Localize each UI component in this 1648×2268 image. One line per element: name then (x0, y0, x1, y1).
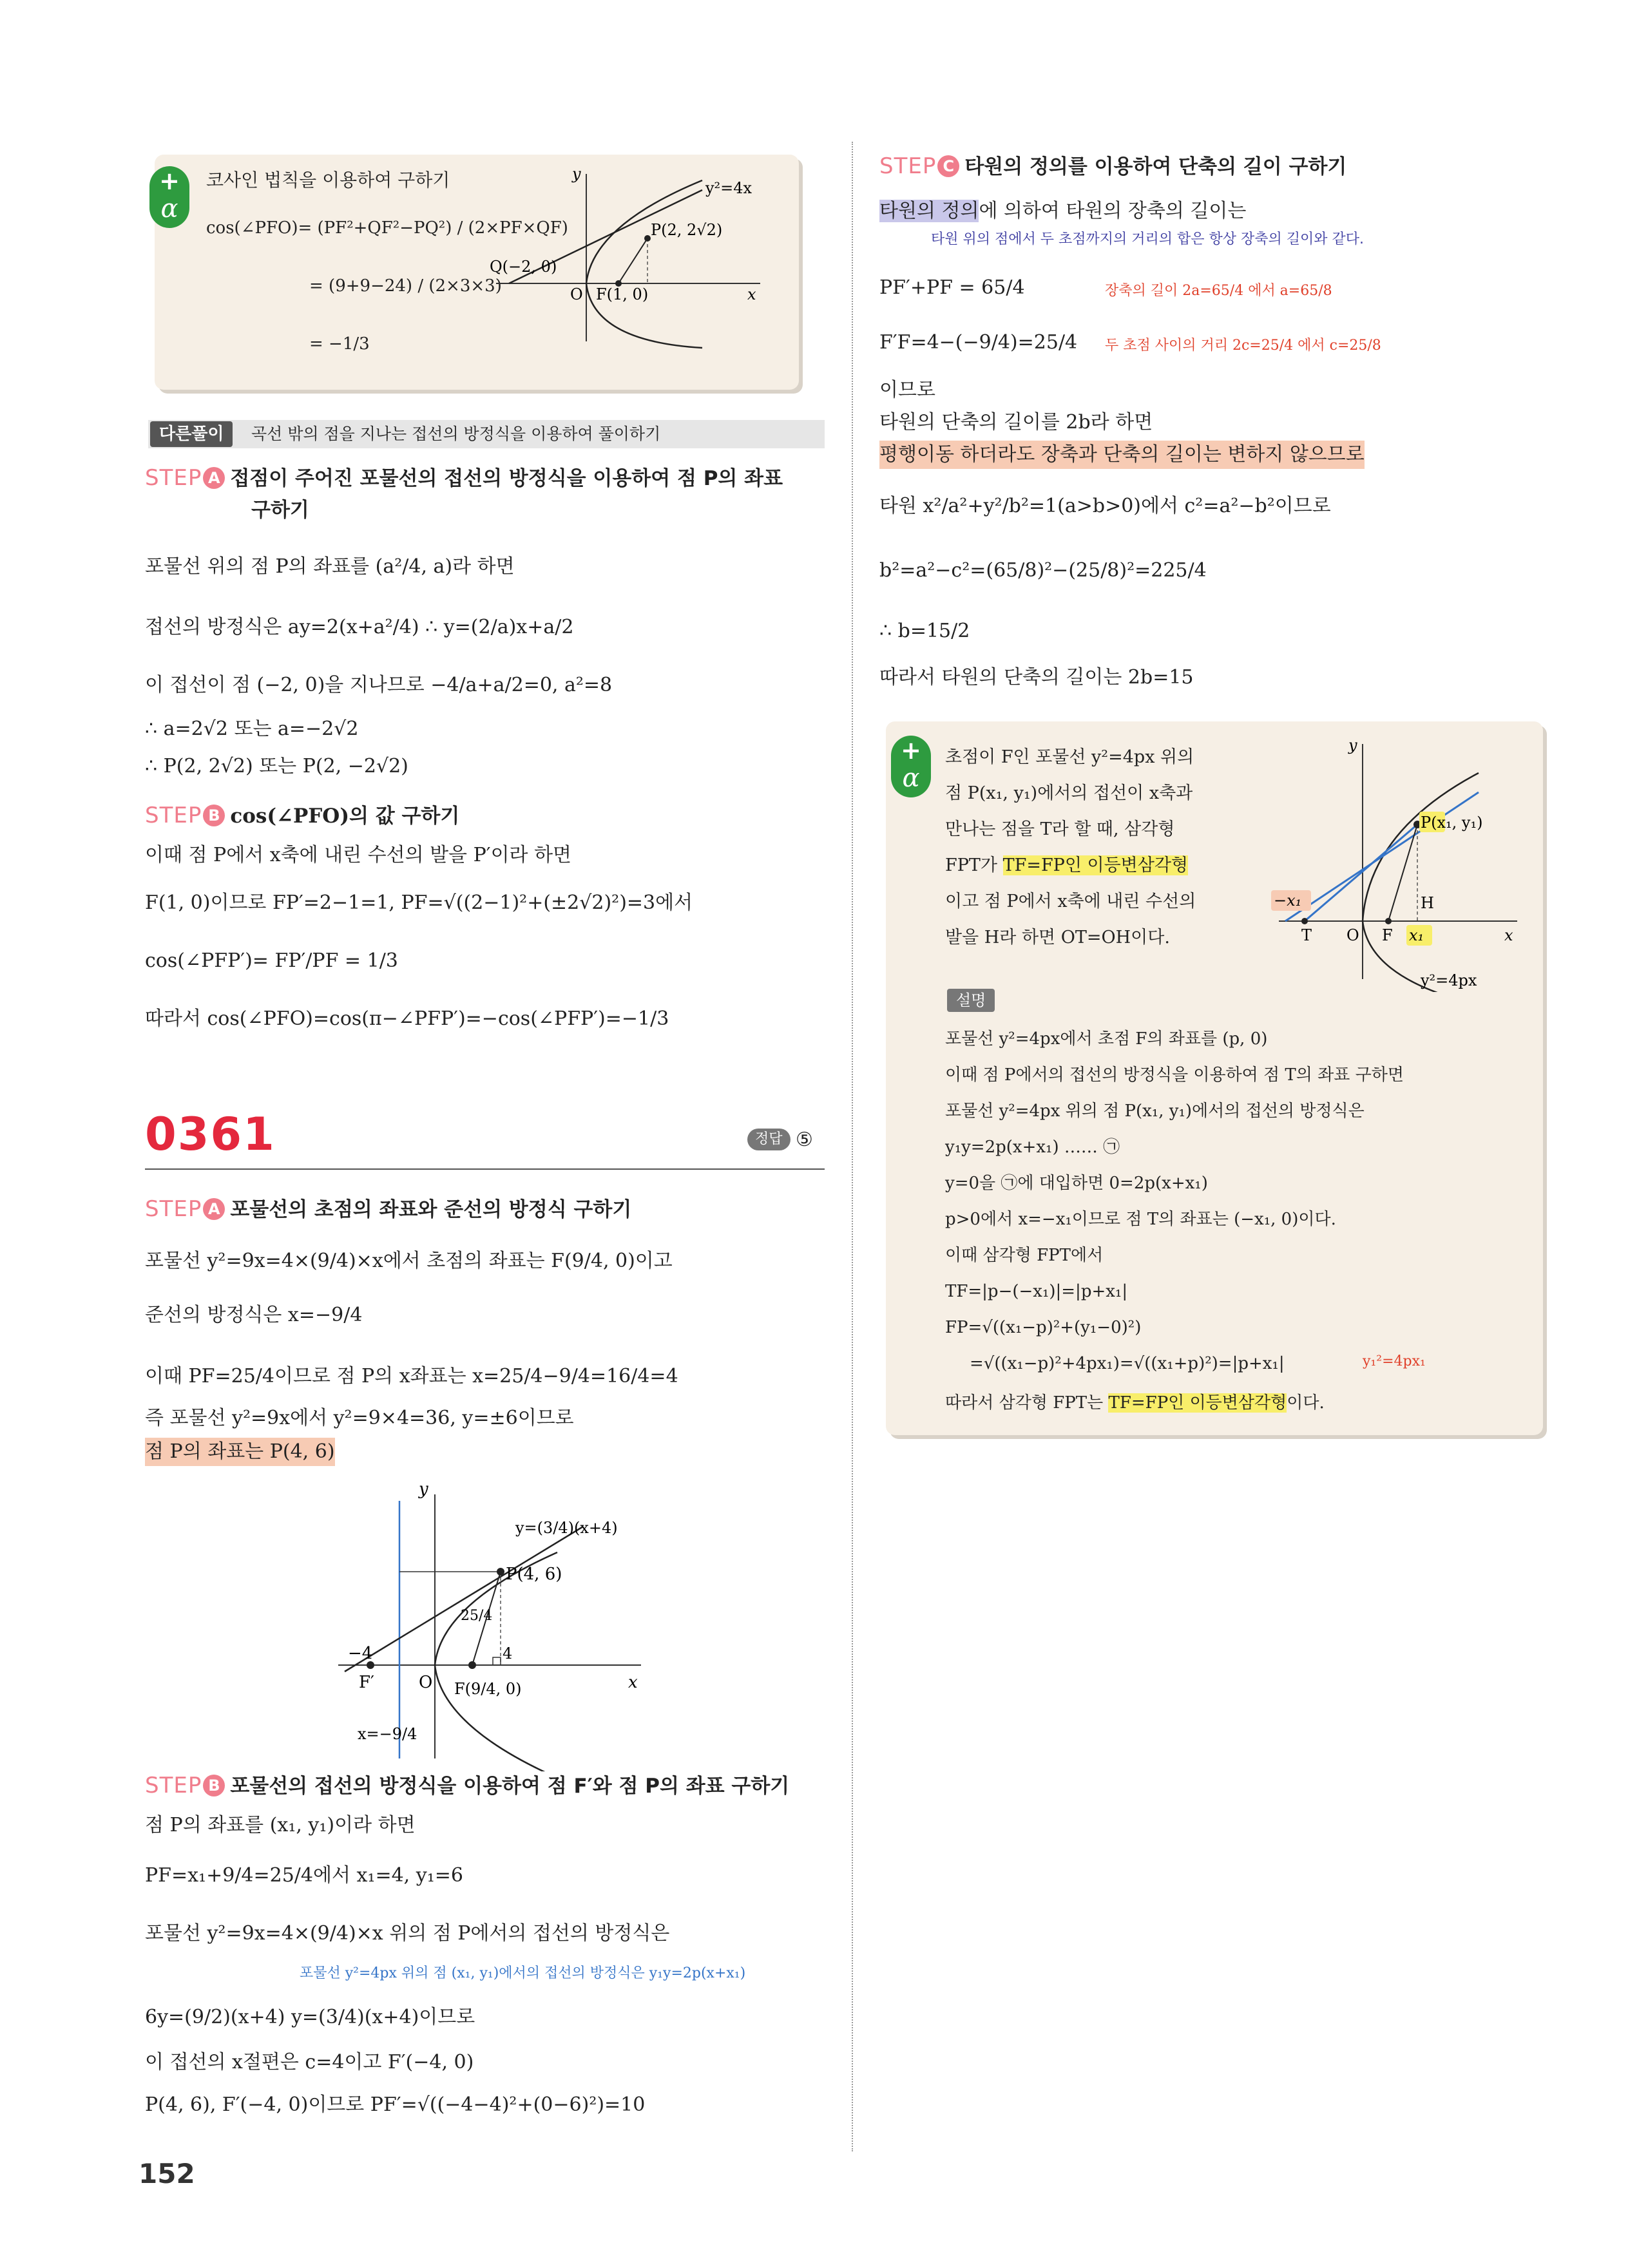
step-c-line-1: 타원의 정의에 의하여 타원의 장축의 길이는 (879, 200, 1247, 222)
step-a-line-4: ∴ a=2√2 또는 a=−2√2 (145, 718, 359, 740)
explain-line-5: y=0을 ㉠에 대입하면 0=2p(x+x₁) (945, 1174, 1208, 1193)
step-c-b-squared: b²=a²−c²=(65/8)²−(25/8)²=225/4 (879, 559, 1207, 582)
step-b2-header: STEP B 포물선의 접선의 방정식을 이용하여 점 F′와 점 P의 좌표 구하기 (145, 1773, 790, 1798)
answer-label: 정답 (747, 1129, 790, 1150)
column-divider (852, 142, 853, 2151)
step-b-line-2: F(1, 0)이므로 FP′=2−1=1, PF=√((2−1)²+(±2√2)²)=3에서 (145, 891, 693, 914)
step-b2-line-4: 6y=(9/2)(x+4) y=(3/4)(x+4)이므로 (145, 2006, 475, 2028)
graph2-directrix-label: x=−9/4 (358, 1725, 417, 1743)
parabola-graph-3 (1266, 734, 1524, 992)
graph1-o-label: O (570, 285, 583, 303)
explain-line-4: y₁y=2p(x+x₁) …… ㉠ (945, 1138, 1120, 1157)
step-b-line-1: 이때 점 P에서 x축에 내린 수선의 발을 P′이라 하면 (145, 844, 572, 866)
fpt-isosceles-highlight: TF=FP인 이등변삼각형 (1002, 855, 1189, 875)
graph2-tangent-label: y=(3/4)(x+4) (515, 1519, 618, 1537)
graph1-p-label: P(2, 2√2) (651, 221, 723, 239)
box2-line-2: 점 P(x₁, y₁)에서의 접선이 x축과 (945, 783, 1193, 803)
step-a-title-2: 구하기 (251, 499, 309, 522)
step-c-note-2: 장축의 길이 2a=65/4 에서 a=65/8 (1105, 283, 1332, 299)
step-a-line-1: 포물선 위의 점 P의 좌표를 (a²/4, a)라 하면 (145, 555, 515, 578)
graph2-dist-label: 25/4 (461, 1608, 493, 1624)
graph1-f-label: F(1, 0) (596, 285, 649, 303)
explain-line-9: FP=√((x₁−p)²+(y₁−0)²) (945, 1318, 1142, 1337)
explain-line-10: =√((x₁−p)²+4px₁)=√((x₁+p)²)=|p+x₁| (970, 1354, 1285, 1373)
graph2-p-label: P(4, 6) (506, 1565, 562, 1584)
step-b2-line-1: 점 P의 좌표를 (x₁, y₁)이라 하면 (145, 1814, 416, 1836)
explain-line-6: p>0에서 x=−x₁이므로 점 T의 좌표는 (−x₁, 0)이다. (945, 1210, 1336, 1229)
parabola-graph-1 (490, 161, 773, 354)
graph3-mx1-label: −x₁ (1274, 891, 1302, 910)
step-b-line-3: cos(∠PFP′)= FP′/PF = 1/3 (145, 949, 398, 972)
step-c-minor-axis: 타원의 단축의 길이를 2b라 하면 (879, 411, 1153, 434)
explain-tag: 설명 (947, 989, 995, 1012)
explain-line-8: TF=|p−(−x₁)|=|p+x₁| (945, 1282, 1128, 1301)
step-b2-line-6: P(4, 6), F′(−4, 0)이므로 PF′=√((−4−4)²+(0−6)²)=10 (145, 2093, 646, 2116)
step-a-line-5: ∴ P(2, 2√2) 또는 P(2, −2√2) (145, 755, 408, 777)
graph3-x-label: x (1504, 926, 1513, 944)
step-a-line-2: 접선의 방정식은 ay=2(x+a²/4) ∴ y=(2/a)x+a/2 (145, 616, 574, 638)
box2-line-4: 이고 점 P에서 x축에 내린 수선의 (945, 891, 1196, 911)
step-c-b-value: ∴ b=15/2 (879, 620, 970, 642)
isosceles-box (886, 721, 1543, 1435)
step-a2-line-3: 이때 PF=25/4이므로 점 P의 x좌표는 x=25/4−9/4=16/4=4 (145, 1365, 678, 1387)
cos-line-1: cos(∠PFO)= (PF²+QF²−PQ²) / (2×PF×QF) (206, 218, 568, 238)
step-c-eq-1: PF′+PF = 65/4 (879, 276, 1025, 299)
step-c-ellipse-eq: 타원 x²/a²+y²/b²=1(a>b>0)에서 c²=a²−b²이므로 (879, 495, 1331, 517)
graph2-x-label: x (628, 1673, 638, 1692)
cos-line-2: = (9+9−24) / (2×3×3) (309, 276, 502, 296)
graph1-q-label: Q(−2, 0) (490, 258, 557, 276)
graph1-curve-label: y²=4x (705, 179, 752, 197)
graph3-x1-label: x₁ (1409, 926, 1424, 944)
graph3-f-label: F (1382, 926, 1393, 944)
explain-final: 따라서 삼각형 FPT는 TF=FP인 이등변삼각형이다. (945, 1393, 1325, 1413)
step-c-eq-2: F′F=4−(−9/4)=25/4 (879, 331, 1078, 354)
step-a-header: STEP A 접점이 주어진 포물선의 접선의 방정식을 이용하여 점 P의 좌표 (145, 465, 783, 491)
step-a2-line-2: 준선의 방정식은 x=−9/4 (145, 1304, 363, 1326)
alt-solution-text: 곡선 밖의 점을 지나는 접선의 방정식을 이용하여 풀이하기 (251, 424, 661, 443)
step-c-translate-highlight: 평행이동 하더라도 장축과 단축의 길이는 변하지 않으므로 (879, 441, 1365, 469)
step-b2-note: 포물선 y²=4px 위의 점 (x₁, y₁)에서의 접선의 방정식은 y₁y=2p(x+x₁) (300, 1965, 746, 1981)
graph3-h-label: H (1421, 894, 1434, 912)
final-isosceles-highlight: TF=FP인 이등변삼각형 (1108, 1393, 1287, 1413)
cos-line-3: = −1/3 (309, 334, 370, 354)
step-b2-line-2: PF=x₁+9/4=25/4에서 x₁=4, y₁=6 (145, 1864, 463, 1887)
box2-line-3: 만나는 점을 T라 할 때, 삼각형 (945, 819, 1175, 839)
graph1-y-label: y (572, 165, 581, 183)
graph3-p-label: P(x₁, y₁) (1421, 814, 1483, 832)
graph2-fprime-label: F′ (359, 1673, 374, 1692)
box2-line-1: 초점이 F인 포물선 y²=4px 위의 (945, 747, 1194, 767)
problem-rule (145, 1168, 825, 1170)
explain-line-2: 이때 점 P에서의 접선의 방정식을 이용하여 점 T의 좌표 구하면 (945, 1065, 1404, 1085)
graph2-four-label: 4 (503, 1644, 513, 1663)
explain-line-7: 이때 삼각형 FPT에서 (945, 1246, 1104, 1265)
graph1-x-label: x (747, 285, 756, 303)
graph3-o-label: O (1346, 926, 1359, 944)
graph2-o-label: O (419, 1673, 433, 1692)
alt-solution-tag: 다른풀이 (150, 421, 233, 447)
step-c-imuro: 이므로 (879, 379, 935, 401)
step-a2-line-4: 즉 포물선 y²=9x에서 y²=9×4=36, y=±6이므로 (145, 1407, 574, 1429)
ellipse-definition-highlight: 타원의 정의 (879, 200, 979, 222)
ellipse-definition-note: 타원 위의 점에서 두 초점까지의 거리의 합은 항상 장축의 길이와 같다. (931, 231, 1364, 247)
step-a-line-3: 이 접선이 점 (−2, 0)을 지나므로 −4/a+a/2=0, a²=8 (145, 674, 613, 696)
cosine-law-box (155, 155, 799, 390)
alpha-plus-icon: + α (149, 166, 189, 228)
graph3-curve-label: y²=4px (1421, 971, 1477, 989)
step-a2-line-1: 포물선 y²=9x=4×(9/4)×x에서 초점의 좌표는 F(9/4, 0)이고 (145, 1250, 673, 1272)
explain-note: y₁²=4px₁ (1363, 1353, 1426, 1369)
explain-line-3: 포물선 y²=4px 위의 점 P(x₁, y₁)에서의 접선의 방정식은 (945, 1101, 1365, 1121)
parabola-graph-2 (332, 1475, 693, 1771)
box2-line-fpt: FPT가 TF=FP인 이등변삼각형 (945, 855, 1189, 875)
page-number: 152 (139, 2158, 195, 2189)
box-title: 코사인 법칙을 이용하여 구하기 (206, 169, 450, 191)
graph3-y-label: y (1348, 736, 1357, 754)
step-c-header: STEP C 타원의 정의를 이용하여 단축의 길이 구하기 (879, 153, 1347, 179)
step-a2-header: STEP A 포물선의 초점의 좌표와 준선의 방정식 구하기 (145, 1196, 632, 1222)
graph2-y-label: y (419, 1480, 428, 1499)
graph3-t-label: T (1301, 926, 1312, 944)
step-c-final: 따라서 타원의 단축의 길이는 2b=15 (879, 666, 1194, 689)
graph2-minus4-label: −4 (348, 1644, 373, 1663)
graph2-f-label: F(9/4, 0) (454, 1680, 522, 1698)
step-b-line-4: 따라서 cos(∠PFO)=cos(π−∠PFP′)=−cos(∠PFP′)=−1/3 (145, 1007, 669, 1030)
step-c-note-3: 두 초점 사이의 거리 2c=25/4 에서 c=25/8 (1105, 338, 1381, 354)
box2-line-5: 발을 H라 하면 OT=OH이다. (945, 928, 1170, 948)
explain-line-1: 포물선 y²=4px에서 초점 F의 좌표를 (p, 0) (945, 1029, 1268, 1049)
problem-number: 0361 (145, 1108, 276, 1161)
alpha-plus-icon-2: + α (891, 736, 931, 797)
step-a2-highlight: 점 P의 좌표는 P(4, 6) (145, 1438, 335, 1466)
answer-value: ⑤ (796, 1129, 813, 1151)
step-b-header: STEP B cos(∠PFO)의 값 구하기 (145, 803, 460, 828)
step-b2-line-3: 포물선 y²=9x=4×(9/4)×x 위의 점 P에서의 접선의 방정식은 (145, 1922, 670, 1945)
step-b2-line-5: 이 접선의 x절편은 c=4이고 F′(−4, 0) (145, 2051, 474, 2073)
